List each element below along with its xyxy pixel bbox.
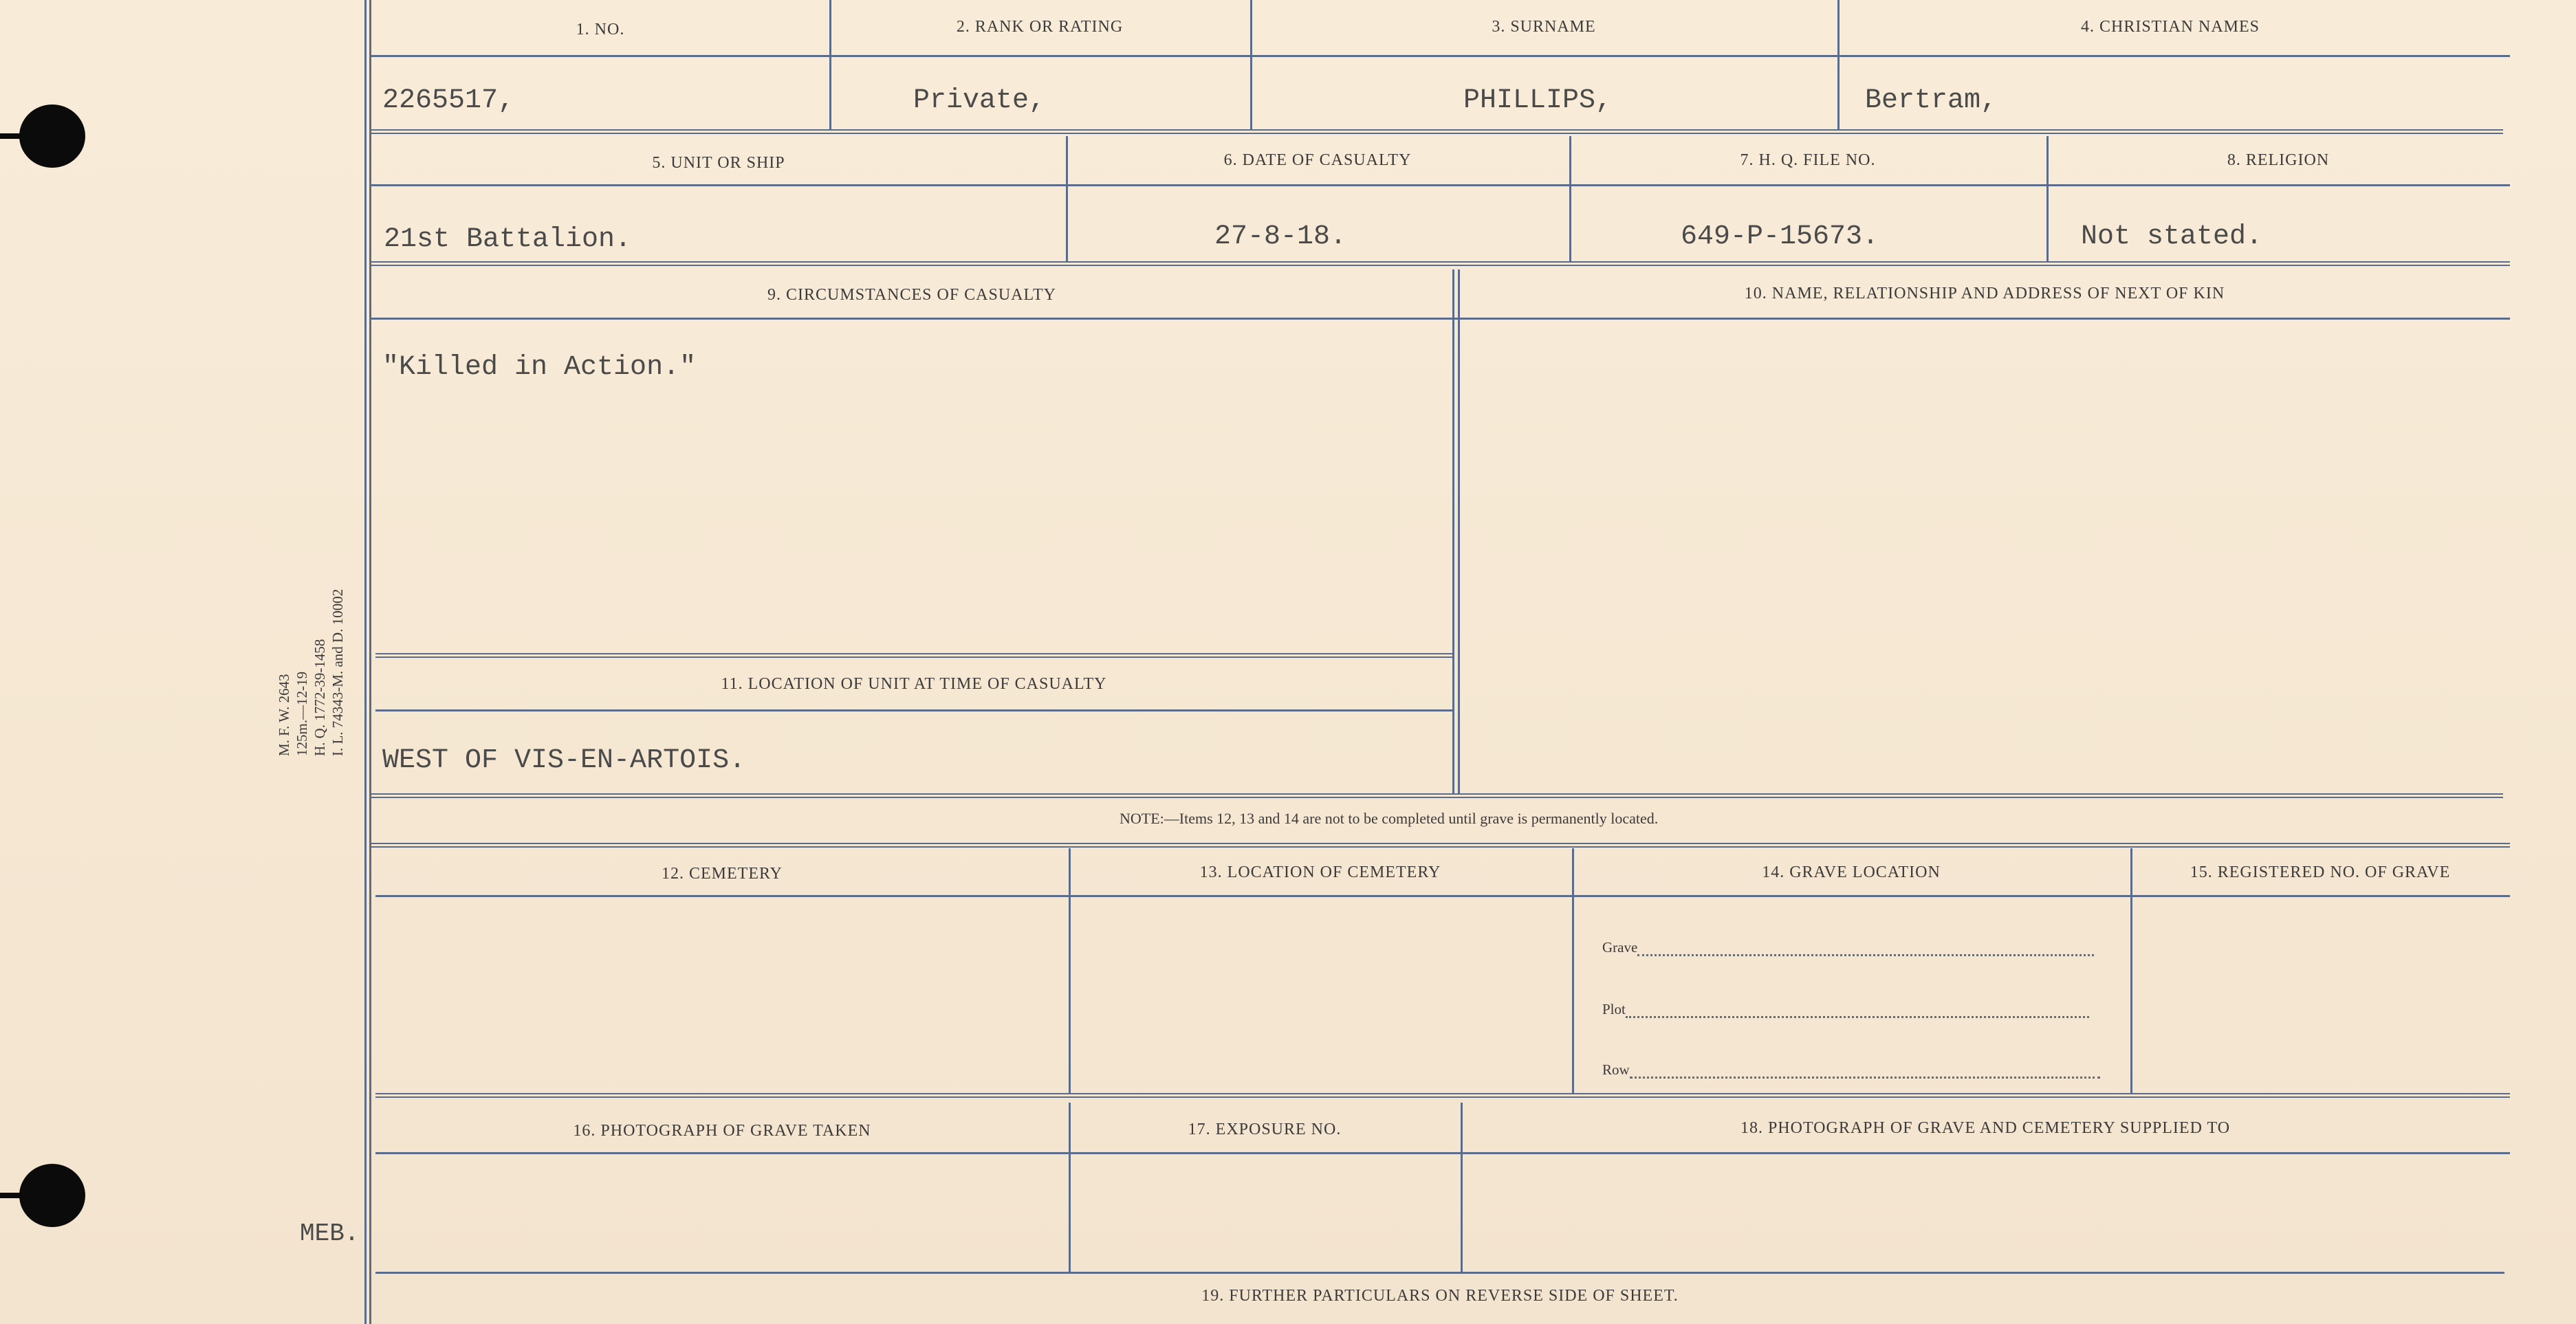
header-christian: 4. CHRISTIAN NAMES: [2080, 18, 2260, 36]
plot-field: Plot: [1602, 1001, 2089, 1018]
header-date: 6. DATE OF CASUALTY: [1223, 151, 1412, 169]
value-no: 2265517,: [382, 85, 515, 116]
value-unit: 21st Battalion.: [384, 224, 632, 255]
header-next-of-kin: 10. NAME, RELATIONSHIP AND ADDRESS OF NEXT OF KIN: [1744, 285, 2225, 302]
header-hq-file: 7. H. Q. FILE NO.: [1740, 151, 1876, 169]
header-photo-supplied: 18. PHOTOGRAPH OF GRAVE AND CEMETERY SUPPLIED TO: [1740, 1119, 2231, 1137]
header-location-cemetery: 13. LOCATION OF CEMETERY: [1199, 863, 1441, 881]
header-photo-taken: 16. PHOTOGRAPH OF GRAVE TAKEN: [573, 1122, 871, 1140]
header-religion: 8. RELIGION: [2227, 151, 2330, 169]
value-christian: Bertram,: [1865, 85, 1998, 116]
value-hq-file: 649-P-15673.: [1681, 221, 1879, 252]
value-date: 27-8-18.: [1214, 221, 1347, 252]
punch-hole-bottom: [19, 1164, 85, 1227]
value-surname: PHILLIPS,: [1463, 85, 1613, 116]
left-border: [364, 0, 367, 1324]
margin-print-line4: I. L. 74343-M. and D. 10002: [329, 588, 346, 756]
note-text: NOTE:—Items 12, 13 and 14 are not to be completed until grave is permanently located.: [1120, 810, 1659, 827]
header-circumstances: 9. CIRCUMSTANCES OF CASUALTY: [767, 286, 1056, 304]
header-surname: 3. SURNAME: [1492, 18, 1596, 36]
margin-print-line2: 125m.—12-19: [294, 671, 310, 756]
value-circumstances: "Killed in Action.": [382, 352, 697, 383]
row-field: Row: [1602, 1061, 2100, 1079]
margin-print-line1: M. F. W. 2643: [276, 674, 292, 756]
value-location-unit: WEST OF VIS-EN-ARTOIS.: [382, 745, 746, 776]
punch-hole-top: [19, 104, 85, 168]
header-exposure: 17. EXPOSURE NO.: [1188, 1121, 1342, 1138]
header-rank: 2. RANK OR RATING: [956, 18, 1124, 36]
margin-print-line3: H. Q. 1772-39-1458: [312, 639, 328, 756]
value-religion: Not stated.: [2081, 221, 2263, 252]
header-registered-no: 15. REGISTERED NO. OF GRAVE: [2190, 863, 2451, 881]
header-unit: 5. UNIT OR SHIP: [652, 154, 785, 172]
header-further: 19. FURTHER PARTICULARS ON REVERSE SIDE OF SHEET.: [1201, 1287, 1679, 1305]
header-no: 1. NO.: [576, 21, 625, 38]
grave-field: Grave: [1602, 939, 2094, 956]
header-cemetery: 12. CEMETERY: [661, 865, 783, 883]
header-grave-location: 14. GRAVE LOCATION: [1762, 863, 1941, 881]
header-location-unit: 11. LOCATION OF UNIT AT TIME OF CASUALTY: [721, 675, 1107, 693]
clerk-initials: MEB.: [300, 1220, 360, 1248]
value-rank: Private,: [913, 85, 1046, 116]
left-border-inner: [369, 0, 371, 1324]
margin-print-info: [275, 589, 347, 756]
